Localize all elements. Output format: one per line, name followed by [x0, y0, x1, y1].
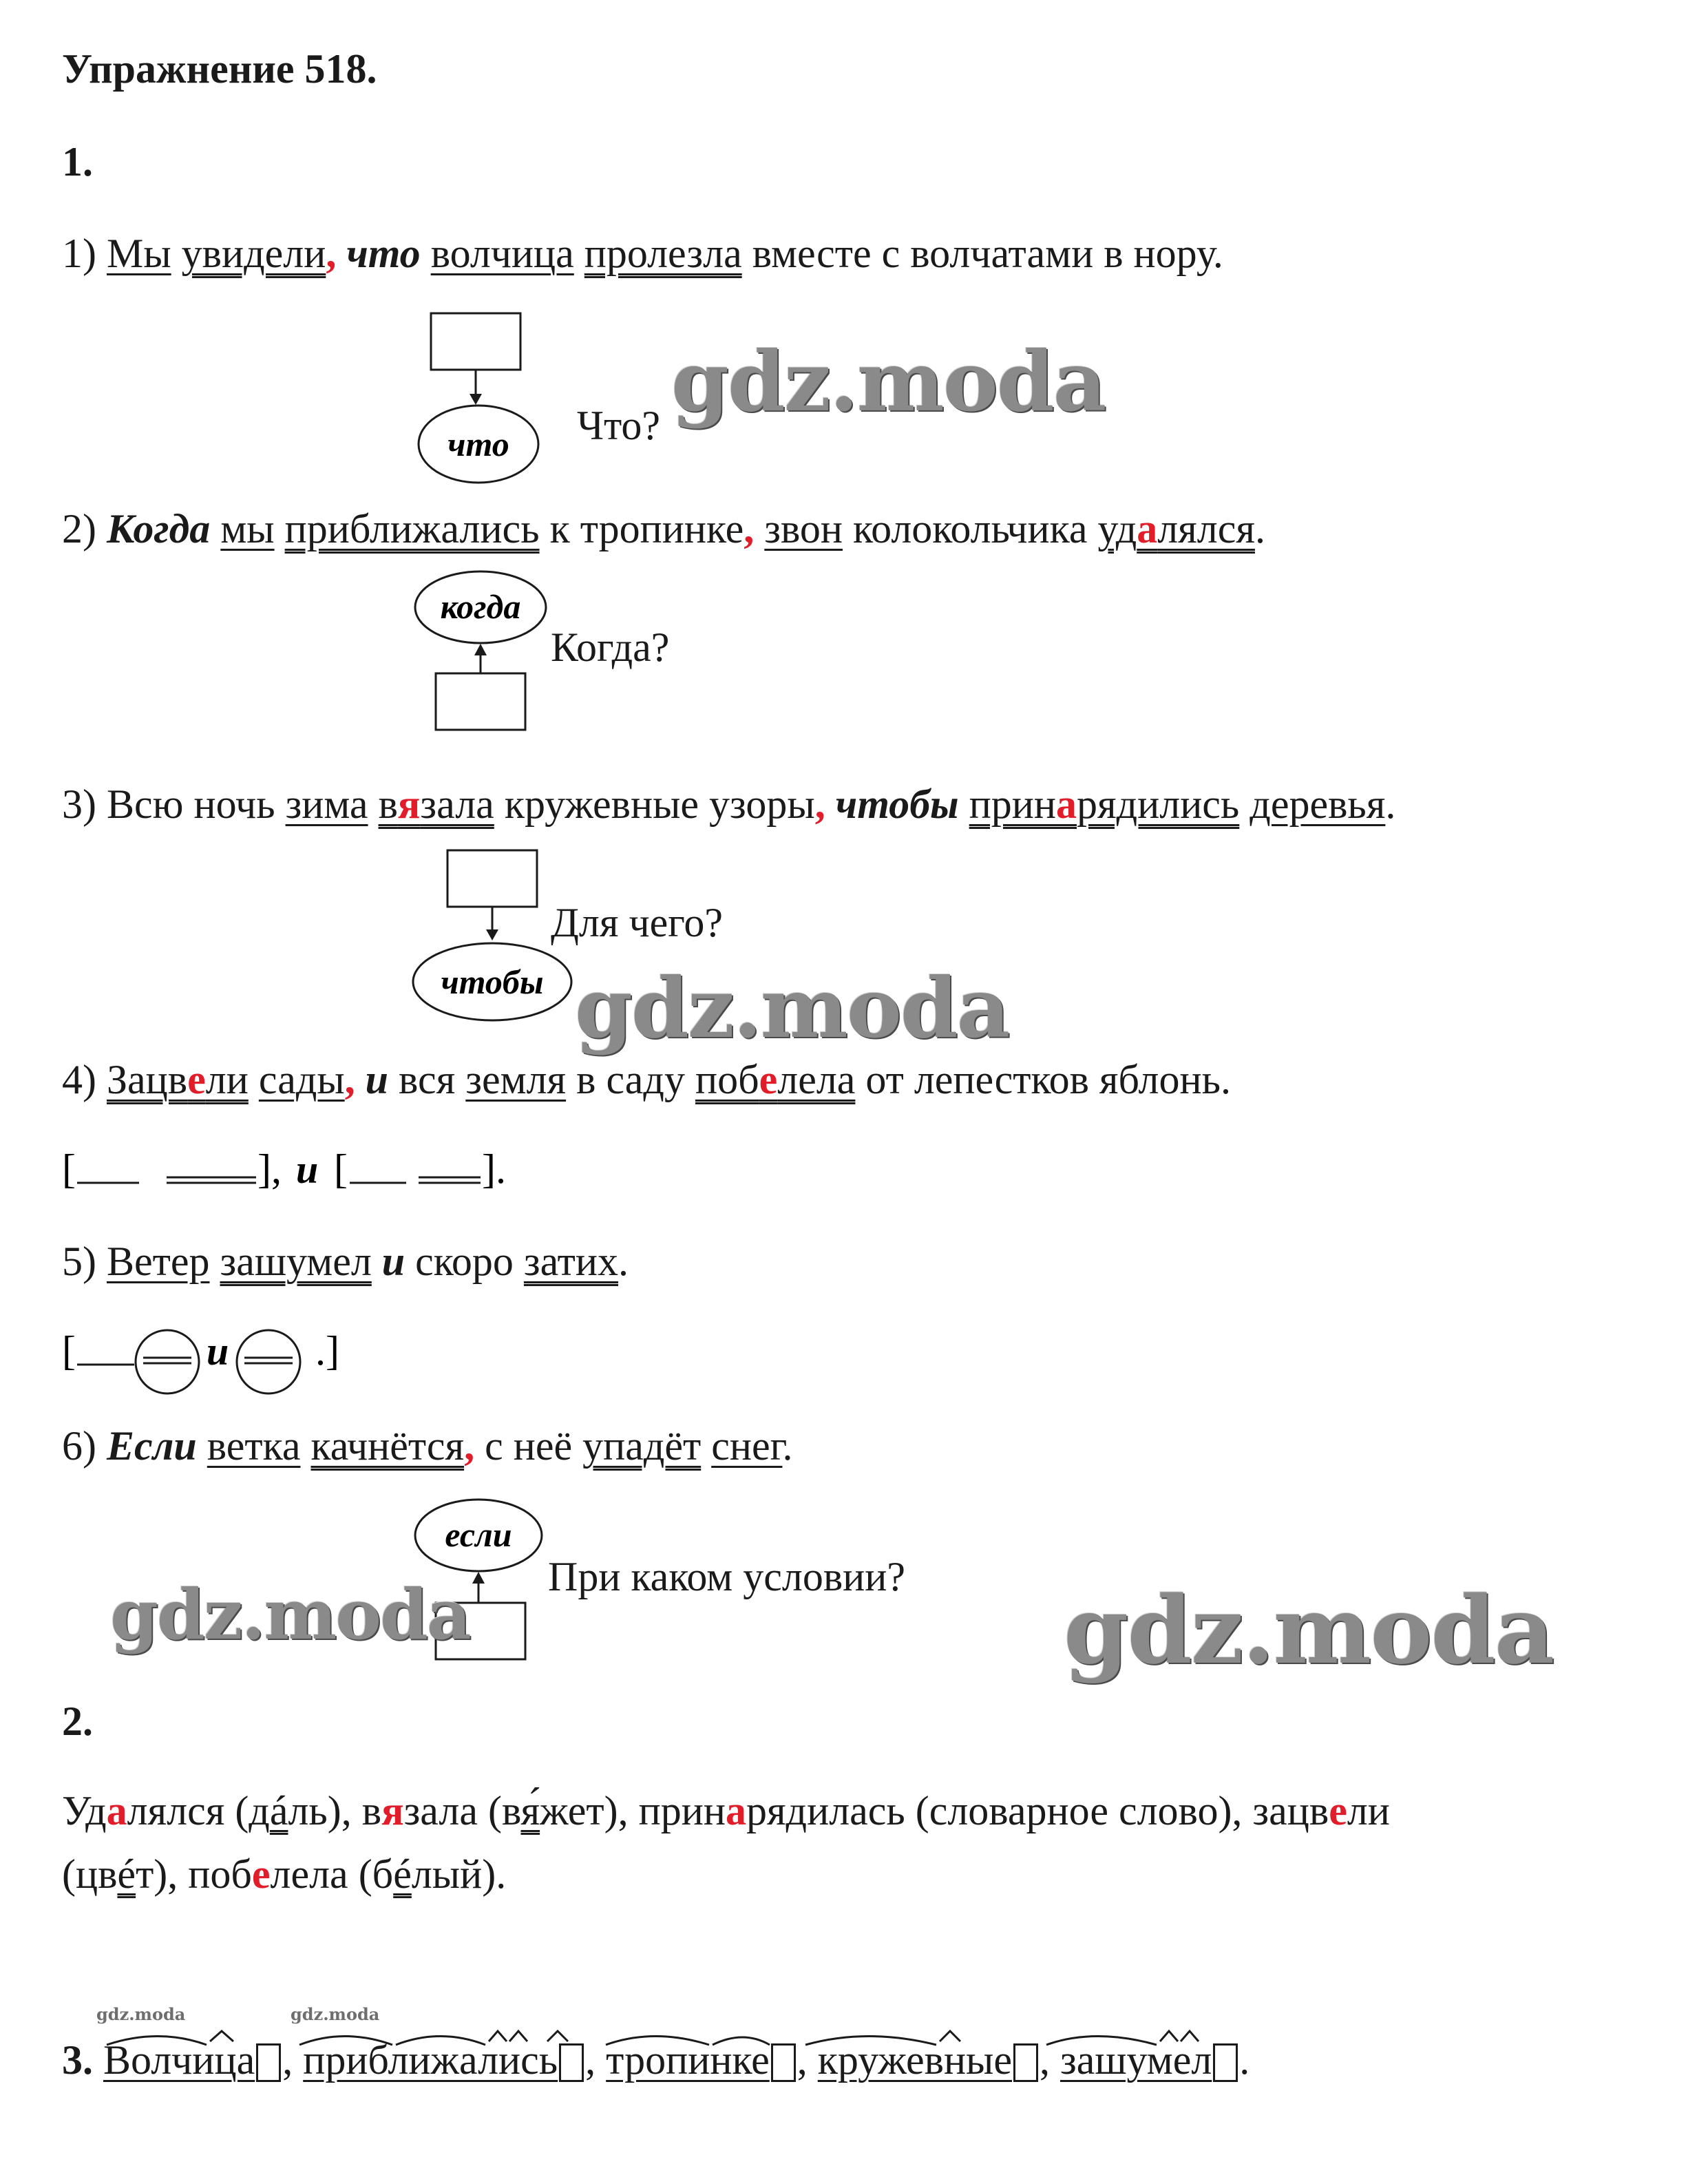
question-label: Когда? — [551, 624, 670, 670]
part2-line-1 — [62, 1790, 1390, 1831]
scheme-1 — [413, 310, 551, 489]
text-segment: ли — [1347, 1788, 1390, 1833]
scheme-conjunction: и — [296, 1147, 319, 1192]
separator: . — [1239, 2037, 1250, 2083]
text-segment: зала (в — [403, 1788, 521, 1833]
stressed-vowel: я́ — [520, 1788, 540, 1833]
page-title: Упражнение 518. — [62, 46, 377, 92]
subject: земля — [465, 1057, 567, 1102]
watermark: gdz.moda — [575, 960, 1009, 1057]
conjunction: Когда — [106, 506, 211, 551]
svg-text:],: ], — [257, 1146, 282, 1192]
part2-heading: 2. — [62, 1699, 93, 1744]
subject: деревья — [1250, 781, 1386, 827]
text-segment: лялся (д — [127, 1788, 270, 1833]
subject: волчица — [430, 231, 574, 276]
sentence-1: 1) Мы увидели, что волчица пролезла вместе с волчатами в нору. — [62, 231, 1223, 276]
svg-text:].: ]. — [482, 1146, 506, 1192]
morpheme-word: приближались — [303, 2037, 558, 2083]
conjunction: что — [346, 231, 421, 276]
sentence-2: 2) Когда мы приближались к тропинке, звон колокольчика удалялся. — [62, 506, 1265, 551]
watermark: gdz.moda — [110, 1574, 470, 1655]
svg-text:[: [ — [62, 1328, 76, 1374]
highlighted-vowel: а — [106, 1788, 127, 1833]
subject: сады — [258, 1057, 345, 1102]
predicate: упадёт — [582, 1423, 702, 1469]
subject: звон — [764, 506, 843, 551]
highlighted-vowel: е — [1329, 1788, 1347, 1833]
sentence-5: 5) Ветер зашумел и скоро затих. — [62, 1239, 629, 1284]
watermark: gdz.moda — [291, 2004, 380, 2024]
svg-text:[: [ — [334, 1146, 348, 1192]
scheme-2 — [406, 565, 558, 737]
subject: Мы — [106, 231, 171, 276]
question-label: Для чего? — [551, 900, 724, 945]
predicate: увидели — [181, 231, 326, 276]
watermark: gdz.moda — [96, 2004, 186, 2024]
scheme-4 — [62, 1143, 530, 1198]
svg-text:.]: .] — [315, 1328, 339, 1374]
predicate: пролезла — [584, 231, 742, 276]
conjunction: чтобы — [835, 781, 959, 827]
stressed-vowel: é — [393, 1851, 412, 1897]
part3-heading: 3. — [62, 2037, 93, 2083]
text-segment: ль), в — [288, 1788, 382, 1833]
question-label: Что? — [577, 403, 661, 448]
watermark: gdz.moda — [1064, 1575, 1554, 1685]
separator: , — [797, 2037, 818, 2083]
scheme-conjunction: и — [207, 1329, 229, 1374]
text-segment: жет), прин — [540, 1788, 726, 1833]
predicate: затих — [523, 1239, 619, 1284]
text-segment: т), поб — [136, 1851, 252, 1897]
predicate: приближались — [284, 506, 540, 551]
text-segment: лела (б — [270, 1851, 394, 1897]
text-segment: Уд — [62, 1788, 107, 1833]
predicate: удалялся — [1097, 506, 1255, 551]
predicate: принарядились — [969, 781, 1240, 827]
svg-text:[: [ — [62, 1146, 76, 1192]
text-segment: лый). — [411, 1851, 507, 1897]
oval-label: что — [447, 425, 509, 463]
morpheme-word: зашумел — [1060, 2037, 1212, 2083]
predicate: Зацвели — [106, 1057, 249, 1102]
subject: мы — [220, 506, 275, 551]
highlighted-vowel: а — [725, 1788, 746, 1833]
sentence-3: 3) Всю ночь зима вязала кружевные узоры, чтобы принарядились деревья. — [62, 781, 1396, 827]
predicate: вязала — [378, 781, 494, 827]
stressed-vowel: é — [117, 1851, 136, 1897]
conjunction: и — [365, 1057, 389, 1102]
predicate: качнётся — [310, 1423, 465, 1469]
highlighted-vowel: е — [251, 1851, 271, 1897]
conjunction: Если — [106, 1423, 197, 1469]
oval-label: чтобы — [441, 963, 544, 1001]
subject: снег — [711, 1423, 783, 1469]
scheme-5 — [62, 1322, 365, 1398]
separator: , — [585, 2037, 607, 2083]
morpheme-word: Волчица — [103, 2037, 255, 2083]
text-segment: рядилась (словарное слово), зацв — [746, 1788, 1329, 1833]
subject: ветка — [207, 1423, 301, 1469]
sentence-6: 6) Если ветка качнётся, с неё упадёт снег. — [62, 1423, 793, 1469]
watermark: gdz.moda — [671, 333, 1106, 430]
question-label: При каком условии? — [548, 1554, 905, 1599]
highlighted-vowel: я — [381, 1788, 404, 1833]
stressed-vowel: á — [269, 1788, 288, 1833]
part2-line-2 — [62, 1853, 506, 1895]
separator: , — [282, 2037, 304, 2083]
oval-label: если — [445, 1515, 512, 1554]
morpheme-arcs — [103, 2017, 1274, 2059]
conjunction: и — [381, 1239, 405, 1284]
sentence-4: 4) Зацвели сады, и вся земля в саду побелела от лепестков яблонь. — [62, 1057, 1231, 1102]
text-segment: (цв — [62, 1851, 118, 1897]
separator: , — [1040, 2037, 1060, 2083]
morpheme-word: тропинке — [606, 2037, 770, 2083]
part1-heading: 1. — [62, 139, 93, 185]
morpheme-word: кружевные — [817, 2037, 1012, 2083]
subject: зима — [285, 781, 368, 827]
subject: Ветер — [106, 1239, 210, 1284]
oval-label: когда — [440, 587, 521, 626]
predicate: зашумел — [220, 1239, 372, 1284]
predicate: побелела — [695, 1057, 856, 1102]
